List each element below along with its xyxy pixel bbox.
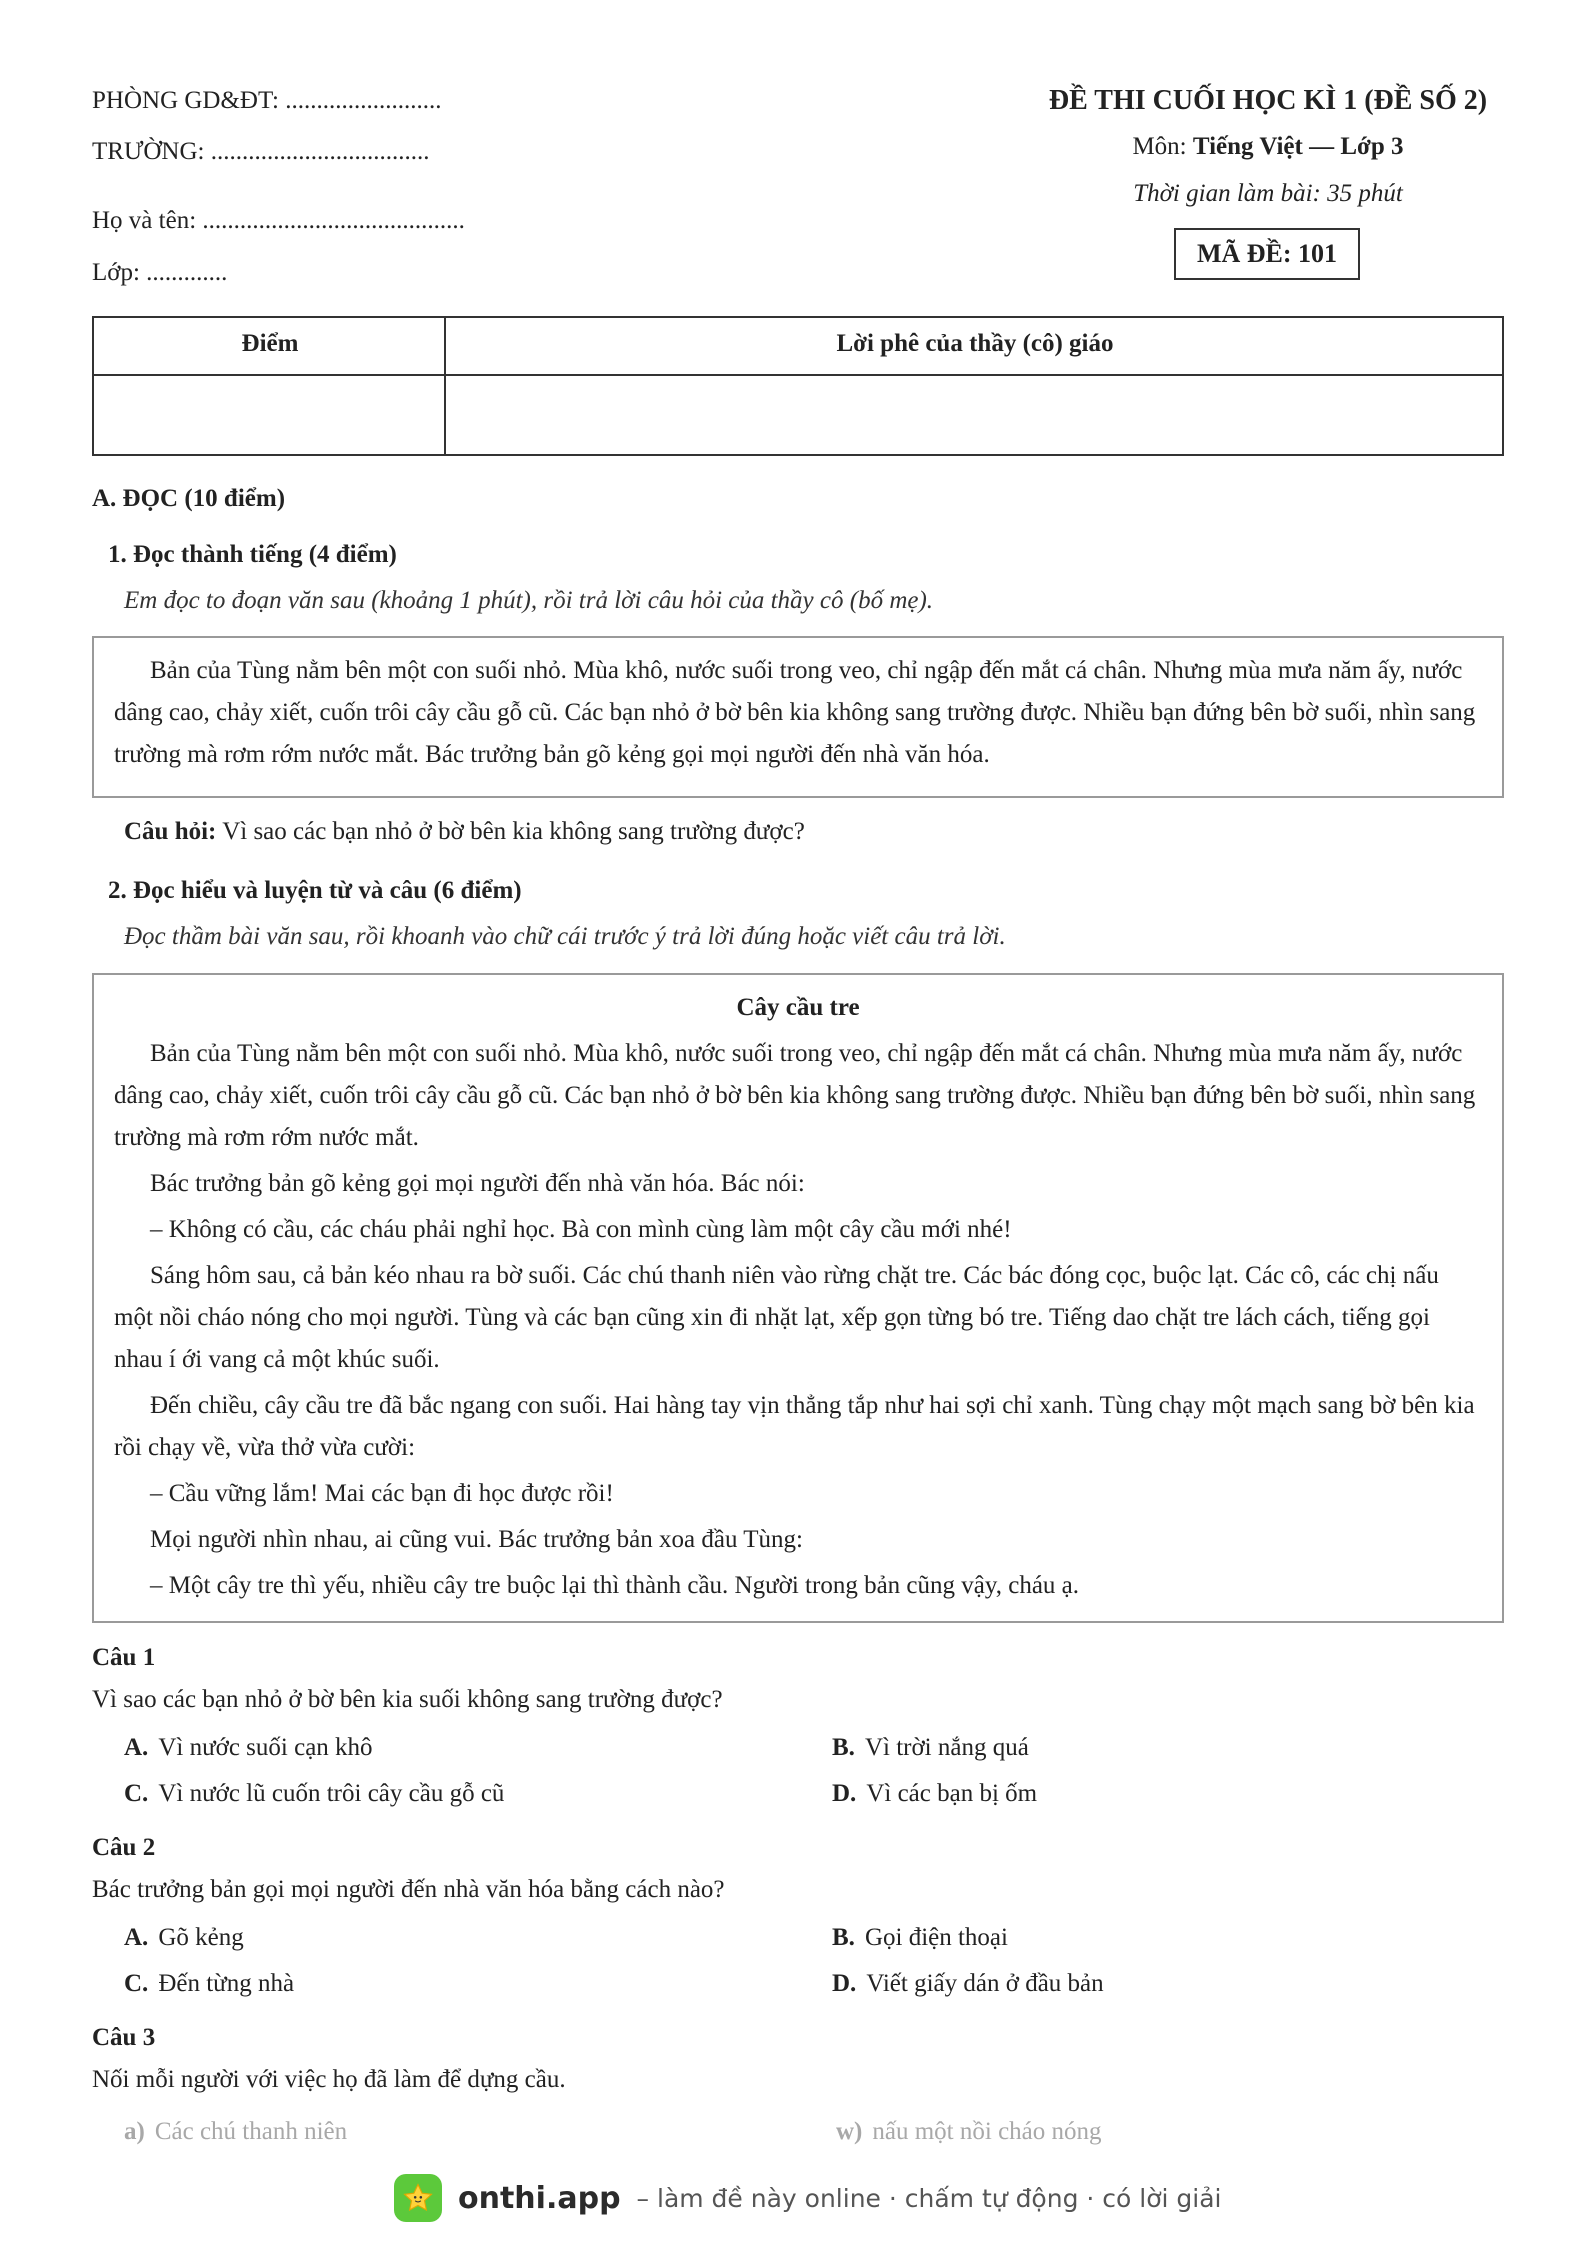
option-text: Gọi điện thoại — [864, 1924, 1008, 1951]
passage-paragraph: – Cầu vững lắm! Mai các bạn đi học được rồi! — [150, 1480, 614, 1507]
exam-title: ĐỀ THI CUỐI HỌC KÌ 1 (ĐỀ SỐ 2) — [1048, 85, 1488, 116]
question-2-option-b[interactable] — [832, 1924, 1008, 1952]
question-1-option-a[interactable] — [124, 1734, 373, 1762]
passage-paragraph: – Một cây tre thì yếu, nhiều cây tre buộc lại thì thành cầu. Người trong bản cũng vậy, cháu ạ. — [150, 1572, 1080, 1599]
part1-title: 1. Đọc thành tiếng (4 điểm) — [108, 541, 397, 568]
reading-aloud-passage-box — [92, 636, 1504, 798]
option-letter: D. — [832, 1780, 857, 1807]
option-text: Vì trời nắng quá — [864, 1734, 1029, 1761]
option-text: nấu một nồi cháo nóng — [872, 2118, 1102, 2145]
option-letter: C. — [124, 1970, 149, 1997]
question-2-label: Câu 2 — [92, 1834, 156, 1861]
question-3-text: Nối mỗi người với việc họ đã làm để dựng cầu. — [92, 2066, 566, 2093]
passage-paragraph: Đến chiều, cây cầu tre đã bắc ngang con suối. Hai hàng tay vịn thẳng tắp như hai sợi chỉ xanh. Tùng chạy một mạch sang bờ bên kia rồi chạy về, vừa thở vừa cười: — [114, 1392, 1475, 1461]
score-input-cell[interactable] — [94, 376, 444, 454]
question-2-option-c[interactable] — [124, 1970, 294, 1998]
passage-paragraph: Bác trưởng bản gõ kẻng gọi mọi người đến nhà văn hóa. Bác nói: — [150, 1170, 805, 1197]
option-letter: D. — [832, 1970, 857, 1997]
question-1-option-c[interactable] — [124, 1780, 504, 1808]
option-letter: w) — [836, 2118, 863, 2145]
comment-input-cell[interactable] — [448, 376, 1502, 454]
passage-paragraph: – Không có cầu, các cháu phải nghỉ học. Bà con mình cùng làm một cây cầu mới nhé! — [150, 1216, 1012, 1243]
comment-header: Lời phê của thầy (cô) giáo — [836, 330, 1114, 357]
footer-tagline: – làm đề này online · chấm tự động · có lời giải — [636, 2183, 1222, 2213]
class-line: Lớp: ............. — [92, 259, 228, 286]
question-3-item-a[interactable] — [124, 2118, 347, 2146]
part2-instruction: Đọc thầm bài văn sau, rồi khoanh vào chữ cái trước ý trả lời đúng hoặc viết câu trả lời. — [124, 923, 1006, 950]
student-name-line: Họ và tên: .......................................... — [92, 207, 465, 234]
part2-title: 2. Đọc hiểu và luyện từ và câu (6 điểm) — [108, 877, 522, 904]
question-1-label: Câu 1 — [92, 1644, 156, 1671]
department-line: PHÒNG GD&ĐT: ......................... — [92, 87, 442, 114]
part1-instruction: Em đọc to đoạn văn sau (khoảng 1 phút), rồi trả lời câu hỏi của thầy cô (bố mẹ). — [124, 587, 934, 614]
star-icon — [394, 2174, 442, 2222]
section-a-title: A. ĐỌC (10 điểm) — [92, 485, 286, 512]
question-2-text: Bác trưởng bản gọi mọi người đến nhà văn hóa bằng cách nào? — [92, 1876, 725, 1903]
score-header: Điểm — [241, 330, 299, 357]
question-text: Vì sao các bạn nhỏ ở bờ bên kia không sang trường được? — [216, 818, 805, 845]
footer-banner[interactable] — [394, 2172, 1221, 2224]
exam-code-box: MÃ ĐỀ: 101 — [1174, 228, 1360, 280]
score-table — [92, 316, 1504, 456]
question-3-label: Câu 3 — [92, 2024, 156, 2051]
passage-title: Cây cầu tre — [736, 994, 860, 1021]
option-text: Đến từng nhà — [158, 1970, 295, 1997]
option-letter: a) — [124, 2118, 145, 2145]
option-letter: C. — [124, 1780, 149, 1807]
option-text: Vì các bạn bị ốm — [866, 1780, 1038, 1807]
reading-aloud-passage: Bản của Tùng nằm bên một con suối nhỏ. Mùa khô, nước suối trong veo, chỉ ngập đến mắt cá chân. Nhưng mùa mưa năm ấy, nước dâng cao, chảy xiết, cuốn trôi cây cầu gỗ cũ. Các bạn nhỏ ở bờ bên kia không sang trường được. Nhiều bạn đứng bên bờ suối, nhìn sang trường mà rơm rớm nước mắt. Bác trưởng bản gõ kẻng gọi mọi người đến nhà văn hóa. — [114, 657, 1476, 768]
question-1-option-b[interactable] — [832, 1734, 1029, 1762]
option-letter: B. — [832, 1924, 855, 1951]
brand-name[interactable]: onthi.app — [458, 2180, 621, 2216]
question-2-option-d[interactable] — [832, 1970, 1104, 1998]
question-1-text: Vì sao các bạn nhỏ ở bờ bên kia suối không sang trường được? — [92, 1686, 723, 1713]
option-letter: A. — [124, 1734, 149, 1761]
question-label: Câu hỏi: — [124, 818, 217, 845]
passage-paragraph: Bản của Tùng nằm bên một con suối nhỏ. Mùa khô, nước suối trong veo, chỉ ngập đến mắt cá chân. Nhưng mùa mưa năm ấy, nước dâng cao, chảy xiết, cuốn trôi cây cầu gỗ cũ. Các bạn nhỏ ở bờ bên kia không sang trường được. Nhiều bạn đứng bên bờ suối, nhìn sang trường mà rơm rớm nước mắt. — [114, 1040, 1476, 1151]
duration-line: Thời gian làm bài: 35 phút — [1133, 180, 1403, 207]
option-text: Vì nước suối cạn khô — [158, 1734, 373, 1761]
option-text: Các chú thanh niên — [154, 2118, 348, 2145]
subject-line — [1030, 132, 1506, 162]
subject-prefix: Môn: — [1132, 133, 1193, 160]
part1-question — [124, 818, 805, 846]
question-1-option-d[interactable] — [832, 1780, 1037, 1808]
option-text: Gõ kẻng — [158, 1924, 244, 1951]
question-2-option-a[interactable] — [124, 1924, 244, 1952]
passage-paragraph: Mọi người nhìn nhau, ai cũng vui. Bác trưởng bản xoa đầu Tùng: — [150, 1526, 803, 1553]
school-line: TRƯỜNG: ................................... — [92, 138, 430, 165]
option-text: Viết giấy dán ở đầu bản — [866, 1970, 1104, 1997]
option-letter: B. — [832, 1734, 855, 1761]
comprehension-passage-box — [92, 973, 1504, 1623]
subject-name: Tiếng Việt — Lớp 3 — [1192, 133, 1404, 160]
option-text: Vì nước lũ cuốn trôi cây cầu gỗ cũ — [158, 1780, 505, 1807]
question-3-item-w[interactable] — [836, 2118, 1102, 2146]
passage-paragraph: Sáng hôm sau, cả bản kéo nhau ra bờ suối. Các chú thanh niên vào rừng chặt tre. Các bác đóng cọc, buộc lạt. Các cô, các chị nấu một nồi cháo nóng cho mọi người. Tùng và các bạn cũng xin đi nhặt lạt, xếp gọn từng bó tre. Tiếng dao chặt tre lách cách, tiếng gọi nhau í ới vang cả một khúc suối. — [114, 1262, 1439, 1373]
option-letter: A. — [124, 1924, 149, 1951]
